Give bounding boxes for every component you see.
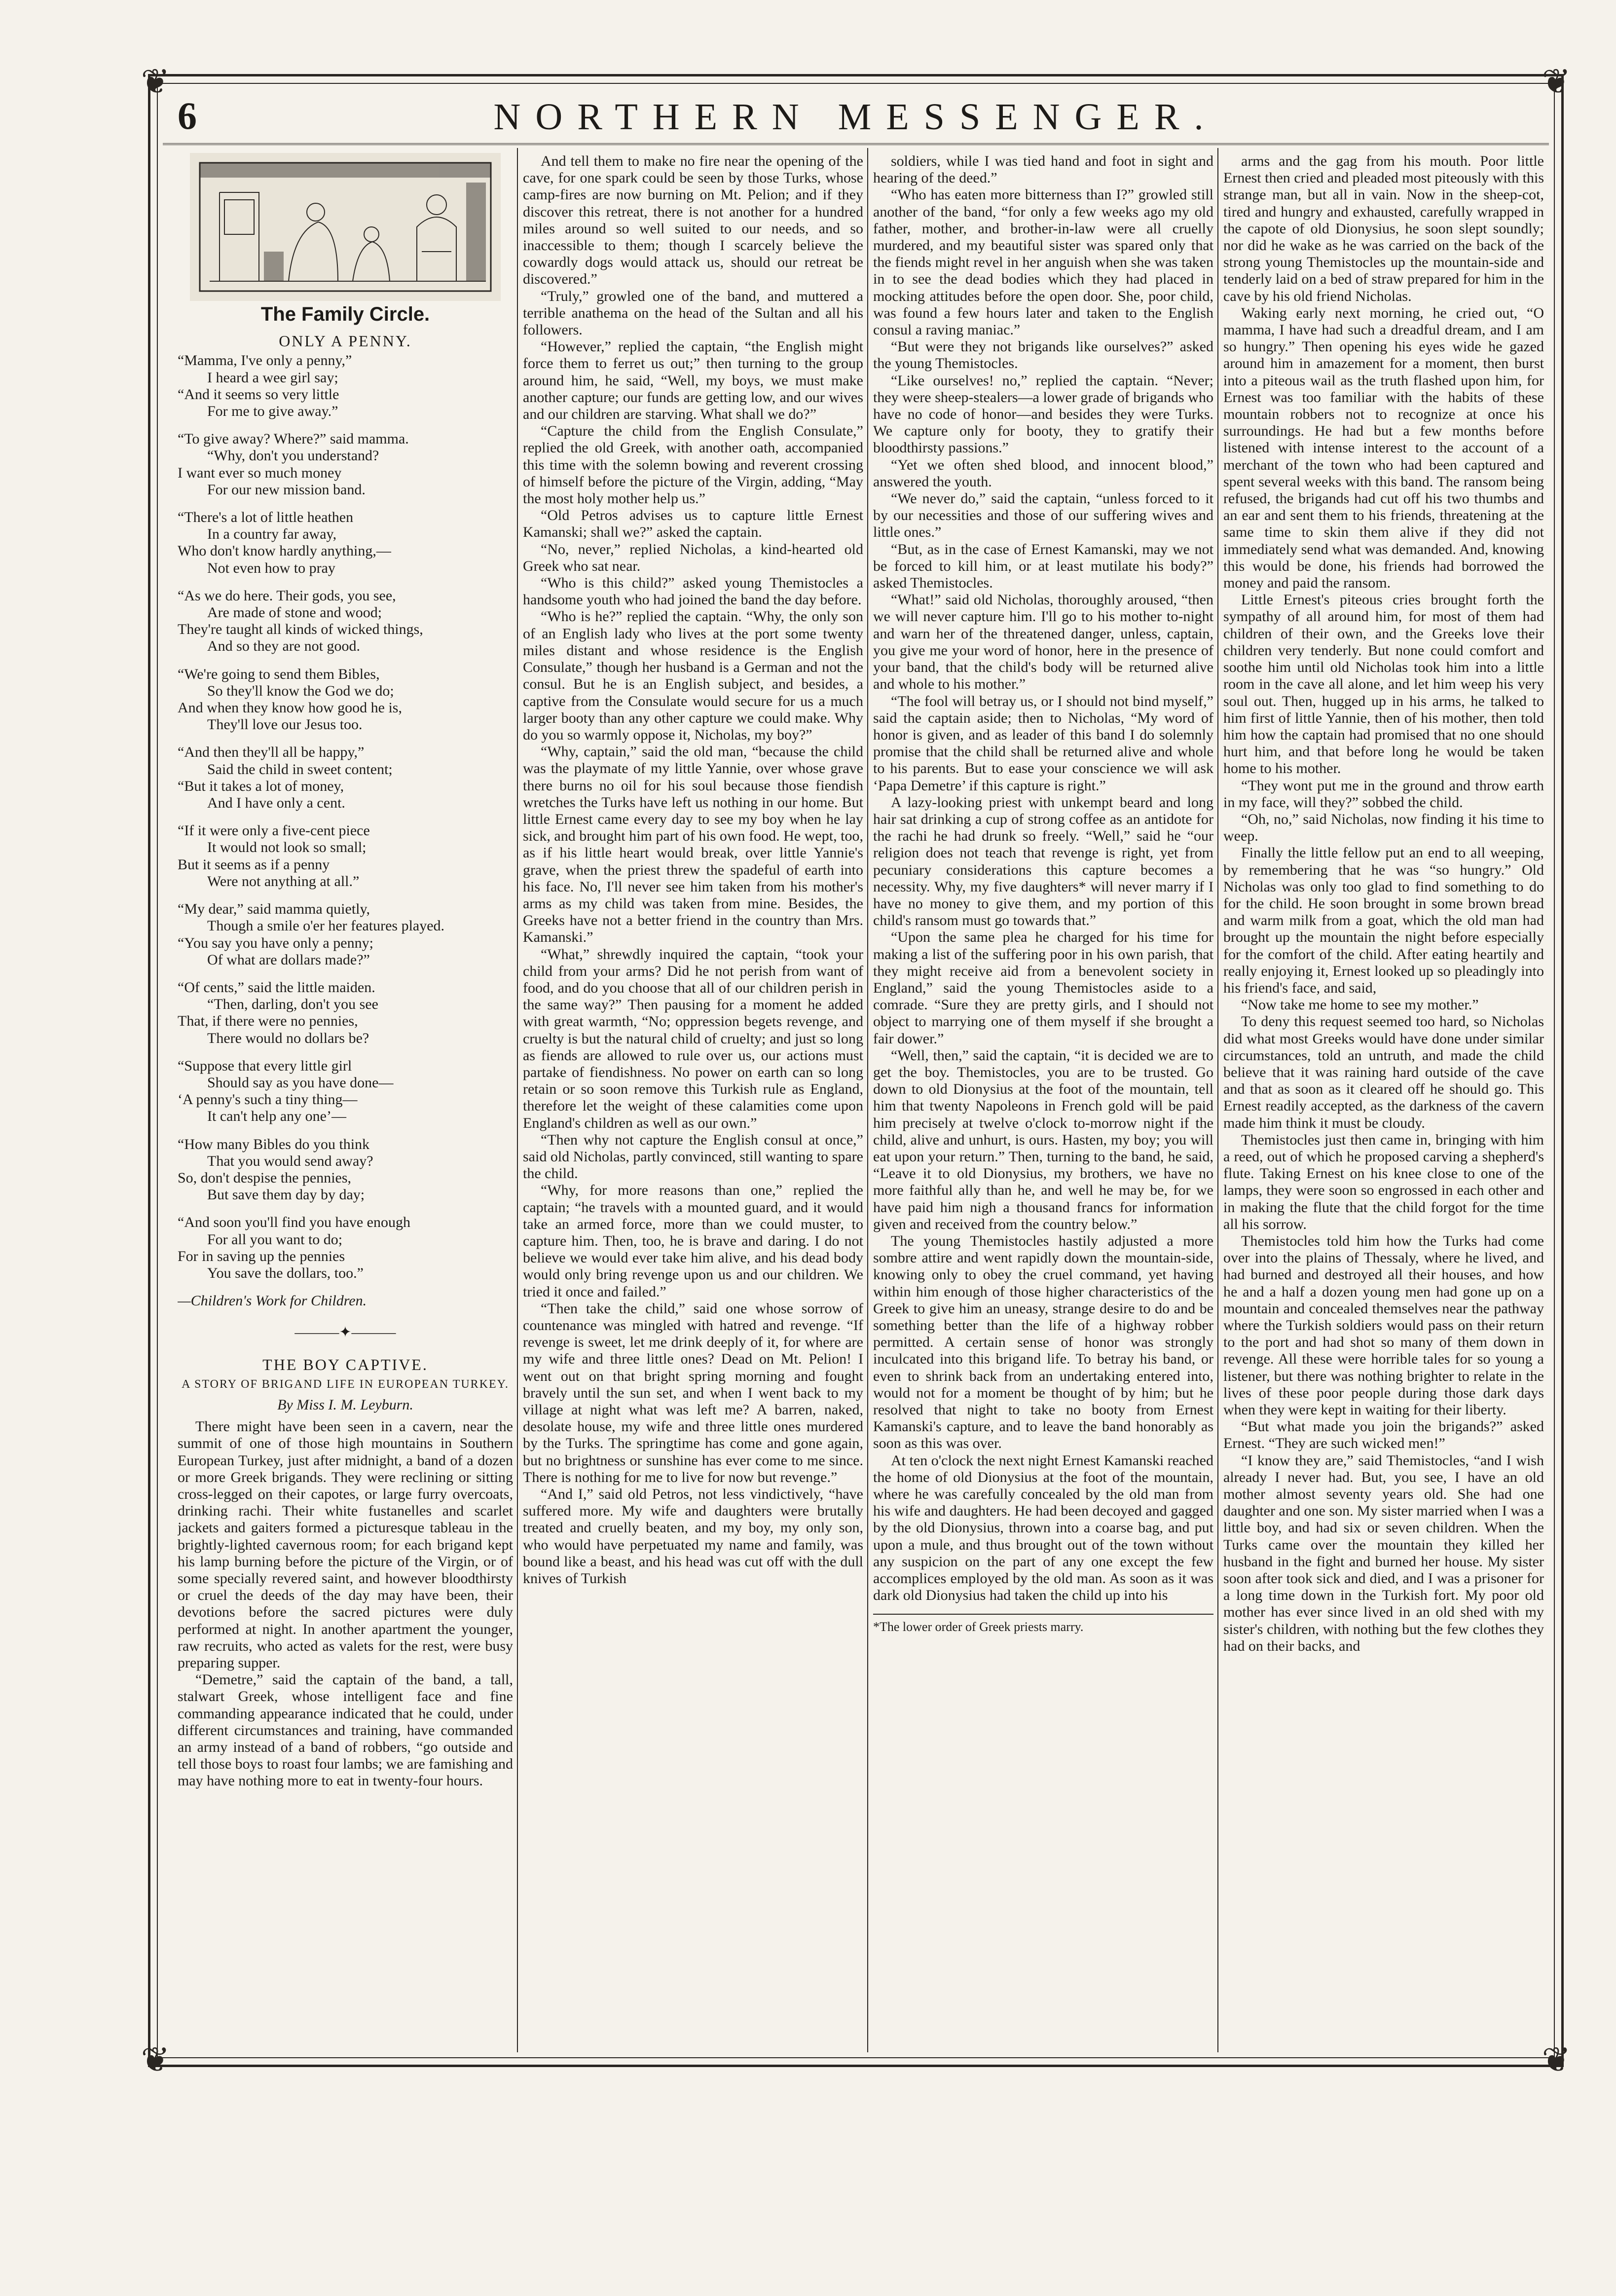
- poem-line: You save the dollars, too.”: [207, 1264, 364, 1281]
- story-text: [178, 1418, 513, 1789]
- story-title: THE BOY CAPTIVE.: [262, 1355, 428, 1373]
- paragraph: “But what made you join the brigands?” asked Ernest. “They are such wicked men!”: [1223, 1418, 1544, 1452]
- newspaper-title: NORTHERN MESSENGER.: [493, 96, 1218, 138]
- paragraph: “However,” replied the captain, “the English might force them to ferret us out;” then turning to the group around him, he said, “Well, my boys, we must make another capture; our funds are getting low, and our wives and our children are starving. What shall we do?”: [523, 338, 863, 423]
- paragraph: A lazy-looking priest with unkempt beard and long hair sat drinking a cup of strong coffee as an antidote for the rachi he had drunk so freely. “Well,” said he “our religion does not teach that revenge is right, yet from pecuniary considerations this capture becomes a necessity. Why, my five daughters* will never marry if I have no money to give them, and my portion of this child's ransom must go towards that.”: [873, 794, 1213, 929]
- poem-line: “And it seems so very little: [178, 386, 339, 403]
- poem-line: For our new mission band.: [207, 481, 366, 498]
- poem-stanza: [178, 1214, 513, 1282]
- paragraph: “Who has eaten more bitterness than I?” growled still another of the band, “for only a few weeks ago my old father, mother, and brother-in-law were all cruelly murdered, and my beautiful sister was spared only that the fiends might revel in her anguish when she was taken in to see the dead bodies which they had placed in mocking attitudes before the open door. She, poor child, was found a few hours later and taken to the English consul a raving maniac.”: [873, 186, 1213, 338]
- paragraph: arms and the gag from his mouth. Poor little Ernest then cried and pleaded most piteously with this strange man, but all in vain. Now in the sheep-cot, tired and hungry and exhausted, carefully wrapped in the capote of old Dionysius, he soon slept soundly; nor did he wake as he was carried on the back of the strong young Themistocles up the mountain-side and tenderly laid on a bed of straw prepared for him in the cave by his old friend Nicholas.: [1223, 153, 1544, 304]
- poem-attribution: —Children's Work for Children.: [178, 1293, 367, 1309]
- poem-stanza: [178, 352, 513, 420]
- poem-line: That, if there were no pennies,: [178, 1013, 358, 1030]
- paragraph: To deny this request seemed too hard, so Nicholas did what most Greeks would have done under similar circumstances, told an untruth, and made the child believe that it was raining hard outside of the cave and that as soon as it cleared off he should go. This Ernest readily accepted, as the darkness of the cavern made him think it must be cloudy.: [1223, 1013, 1544, 1131]
- poem-line: “Mamma, I've only a penny,”: [178, 352, 352, 369]
- section-divider: ———✦———: [294, 1324, 396, 1341]
- poem-stanza: [178, 509, 513, 577]
- column-rule: [517, 148, 518, 2052]
- footnote: *The lower order of Greek priests marry.: [873, 1614, 1213, 1635]
- paragraph: And tell them to make no fire near the opening of the cave, for one spark could be seen by those Turks, whose camp-fires are now burning on Mt. Pelion; and if they discover this retreat, there is not another for a hundred miles around so well suited to our needs, and so inaccessible to them; though I scarcely believe the cowardly dogs would attack us, should our retreat be discovered.”: [523, 153, 863, 288]
- paragraph: Waking early next morning, he cried out, “O mamma, I have had such a dreadful dream, and I am so hungry.” Then opening his eyes wide he gazed around him in amazement for a moment, then burst into a piteous wail as the truth flashed upon him, for Ernest was too familiar with the habits of these mountain robbers not to recognize at once his surroundings. He had but a few months before listened with intense interest to the account of a merchant of the town who had been captured and spent several weeks with this band. The ransom being refused, the brigands had cut off his two thumbs and an ear and sent them to his friends, threatening at the same time to skin them alive if they did not immediately send what was demanded. And, knowing this would be done, his friends had borrowed the money and paid the ransom.: [1223, 304, 1544, 592]
- paragraph: “Like ourselves! no,” replied the captain. “Never; they were sheep-stealers—a lower grade of brigands who have no code of honor—and besides they were Turks. We capture only for booty, they to gratify their bloodthirsty passions.”: [873, 372, 1213, 456]
- poem-line: “Then, darling, don't you see: [207, 996, 378, 1013]
- story-subtitle: A STORY OF BRIGAND LIFE IN EUROPEAN TURKEY.: [182, 1377, 509, 1391]
- column-1: [178, 153, 513, 2059]
- column-3: [873, 153, 1213, 2059]
- poem-line: “As we do here. Their gods, you see,: [178, 587, 396, 604]
- poem-stanza: [178, 744, 513, 812]
- paragraph: soldiers, while I was tied hand and foot in sight and hearing of the deed.”: [873, 153, 1213, 186]
- paragraph: “Who is this child?” asked young Themistocles a handsome youth who had joined the band the day before.: [523, 575, 863, 608]
- poem-line: So they'll know the God we do;: [207, 682, 394, 699]
- column-4: [1223, 153, 1544, 2059]
- poem-line: I want ever so much money: [178, 464, 342, 481]
- paragraph: “Why, for more reasons than one,” replied the captain; “he travels with a mounted guard, and it would take an armed force, more than we could muster, to capture him. Then, too, he is brave and daring. I do not believe we would ever take him alive, and his dead body would only bring revenge upon us and our children. We tried it once and failed.”: [523, 1182, 863, 1300]
- poem-line: “Suppose that every little girl: [178, 1057, 352, 1074]
- poem-line: And so they are not good.: [207, 638, 360, 655]
- poem-stanza: [178, 822, 513, 890]
- poem-line: Not even how to pray: [207, 559, 335, 576]
- poem-line: “To give away? Where?” said mamma.: [178, 431, 409, 447]
- poem-line: “Why, don't you understand?: [207, 447, 379, 464]
- paragraph: The young Themistocles hastily adjusted a more sombre attire and went rapidly down the mountain-side, knowing only to obey the cruel command, yet having within him enough of those higher characteristics of the Greek to give him an uneasy, strange desire to do and be something better than the life of a highway robber permitted. A certain sense of honor was strongly inculcated into this brigand life. To betray his band, or even to shrink back from an undertaking entered into, would not for a moment be thought of by him; but he resolved that night to take no booty from Ernest Kamanski's capture, and to leave the band honorably as soon as this was over.: [873, 1233, 1213, 1452]
- poem-line: So, don't despise the pennies,: [178, 1169, 352, 1186]
- paragraph: “Now take me home to see my mother.”: [1241, 997, 1479, 1013]
- poem-line: “There's a lot of little heathen: [178, 509, 354, 526]
- page-number: 6: [178, 94, 197, 137]
- poem-line: Were not anything at all.”: [207, 873, 360, 889]
- poem-line: “How many Bibles do you think: [178, 1136, 370, 1152]
- paragraph: “Oh, no,” said Nicholas, now finding it his time to weep.: [1223, 811, 1544, 845]
- poem-line: “And soon you'll find you have enough: [178, 1214, 411, 1231]
- story-byline: By Miss I. M. Leyburn.: [277, 1396, 413, 1413]
- column-2: [523, 153, 863, 2059]
- poem-line: “We're going to send them Bibles,: [178, 666, 380, 682]
- poem-line: “Of cents,” said the little maiden.: [178, 979, 375, 996]
- paragraph: Little Ernest's piteous cries brought forth the sympathy of all around him, for most of them had children of their own, and the Greeks love their children very tenderly. But none could comfort and soothe him until old Nicholas took him into a little room in the cave all alone, and let him weep his very soul out. Then, hugged up in his arms, he talked to him first of little Yannie, then of his mother, then told him how the captain had promised that no one should hurt him, and that before long he would be taken home to his mother.: [1223, 592, 1544, 777]
- column-rule: [867, 148, 868, 2052]
- poem-line: That you would send away?: [207, 1152, 373, 1169]
- paragraph: Themistocles told him how the Turks had come over into the plains of Thessaly, where he lived, and had burned and destroyed all their houses, and how he and a half a dozen young men had gone up on a mountain and concealed themselves near the pathway where the Turkish soldiers would pass on their return to the port and had shot so many of them down in revenge. All these were horrible tales for so young a listener, but there was nothing brighter to relate in the lives of these poor people during those dark days when they were kept in waiting for their liberty.: [1223, 1233, 1544, 1418]
- paragraph: “The fool will betray us, or I should not bind myself,” said the captain aside; then to Nicholas, “My word of honor is given, and as leader of this band I do solemnly promise that the child shall be returned alive and whole to his parents. But to ease your conscience we will ask ‘Papa Demetre’ if this capture is right.”: [873, 693, 1213, 794]
- poem-line: Of what are dollars made?”: [207, 951, 370, 968]
- paragraph: “Demetre,” said the captain of the band, a tall, stalwart Greek, whose intelligent face and fine commanding appearance indicated that he could, under different circumstances and training, have commanded an army instead of a band of robbers, “go outside and tell those boys to roast four lambs; we are famishing and may have nothing more to eat in twenty-four hours.: [178, 1671, 513, 1789]
- poem-line: They're taught all kinds of wicked things,: [178, 621, 423, 638]
- paragraph: “But were they not brigands like ourselves?” asked the young Themistocles.: [873, 338, 1213, 372]
- poem-line: They'll love our Jesus too.: [207, 716, 363, 733]
- paragraph: Finally the little fellow put an end to all weeping, by remembering that he was “so hungry.” Old Nicholas was only too glad to find something to do for the child. He soon brought in some brown bread and warm milk from a goat, which the old man had brought up the mountain the night before especially for the comfort of the child. After eating heartily and really enjoying it, Ernest looked up so pleadingly into his friend's face, and said,: [1223, 845, 1544, 996]
- poem-line: “But it takes a lot of money,: [178, 778, 344, 794]
- poem-line: ‘A penny's such a tiny thing—: [178, 1091, 358, 1108]
- poem-line: It would not look so small;: [207, 839, 367, 856]
- paragraph: “We never do,” said the captain, “unless forced to it by our necessities and those of our suffering wives and little ones.”: [873, 490, 1213, 541]
- poem-line: In a country far away,: [207, 526, 337, 543]
- poem-line: There would no dollars be?: [207, 1030, 369, 1046]
- poem-stanza: [178, 1058, 513, 1125]
- poem-line: And I have only a cent.: [207, 795, 345, 812]
- paragraph: There might have been seen in a cavern, near the summit of one of those high mountains in Southern European Turkey, just after midnight, a band of a dozen or more Greek brigands. They were reclining or sitting cross-legged on their capotes, or large furry overcoats, drinking rachi. Their white fustanelles and scarlet jackets and gaiters formed a picturesque tableau in the brightly-lighted cavernous room; for each brigand kept his lamp burning before the picture of the Virgin, or of some specially revered saint, and however bloodthirsty or cruel the deeds of the day may have been, their devotions before the sacred pictures were duly performed at night. In another apartment the younger, raw recruits, who acted as valets for the rest, were busy preparing supper.: [178, 1418, 513, 1671]
- paragraph: “Why, captain,” said the old man, “because the child was the playmate of my little Yannie, over whose grave there burns no oil for his soul because those fiendish wretches the Turks have left us nothing in our home. But little Ernest came every day to see my boy when he lay sick, and brought him part of his own food. He wept, too, as if his little heart would break, over little Yannie's grave, when the priest threw the spadeful of earth into his face. No, I'll never see him taken from his mother's arms as my child was taken from mine. Besides, the Greeks have not a better friend in the country than Mrs. Kamanski.”: [523, 743, 863, 946]
- column-rule: [1217, 148, 1218, 2052]
- paragraph: “Then why not capture the English consul at once,” said old Nicholas, partly convinced, still wanting to spare the child.: [523, 1131, 863, 1182]
- poem-line: Should say as you have done—: [207, 1074, 394, 1091]
- family-reading-engraving: [190, 153, 501, 301]
- paragraph: “Yet we often shed blood, and innocent blood,” answered the youth.: [873, 456, 1213, 490]
- masthead: [163, 89, 1549, 145]
- poem-line: “My dear,” said mamma quietly,: [178, 901, 370, 918]
- paragraph: “Old Petros advises us to capture little Ernest Kamanski; shall we?” asked the captain.: [523, 507, 863, 541]
- poem-line: But save them day by day;: [207, 1186, 365, 1203]
- paragraph: “Then take the child,” said one whose sorrow of countenance was mingled with hatred and revenge. “If revenge is sweet, let me drink deeply of it, for where are my wife and three little ones? Dead on Mt. Pelion! I went out on that bright spring morning and fought bravely until the sun set, and when I went back to my village at night what was left me? A barren, naked, desolate house, my wife and three little ones murdered by the Turks. The springtime has come and gone again, but no brightness or sunshine has ever come to me since. There is nothing for me to live for now but revenge.”: [523, 1300, 863, 1485]
- poem-stanza: [178, 901, 513, 968]
- corner-ornament-bottom-right: ❦: [1542, 2039, 1571, 2080]
- paragraph: “What,” shrewdly inquired the captain, “took your child from your arms? Did he not perish from want of food, and do you choose that all of our children perish in the same way?” Then pausing for a moment he added with great warmth, “No; oppression begets revenge, and cruelty is but the natural child of cruelty; and just so long as fiends are allowed to rule over us, our actions must partake of fiendishness. No power on earth can so long retain or so soon remove this Turkish rule as England, therefore let the weight of these calamities come upon England's children as well as our own.”: [523, 946, 863, 1131]
- poem-stanza: [178, 431, 513, 498]
- paragraph: “No, never,” replied Nicholas, a kind-hearted old Greek who sat near.: [523, 541, 863, 574]
- poem-stanza: [178, 666, 513, 734]
- poem-line: For all you want to do;: [207, 1231, 343, 1248]
- poem-line: I heard a wee girl say;: [207, 369, 338, 386]
- paragraph: “Well, then,” said the captain, “it is decided we are to get the boy. Themistocles, you are to be trusted. Go down to old Dionysius at the foot of the mountain, tell him that twenty Napoleons in French gold will be paid him precisely at twelve o'clock to-morrow night if the child, alive and unhurt, is ours. Hasten, my boy; you will eat upon your return.” Then, turning to the band, he said, “Leave it to old Dionysius, my brothers, we have no more faithful ally than he, and well he may be, for we have paid him nigh a thousand francs for information given and received from the country below.”: [873, 1047, 1213, 1232]
- paragraph: “Upon the same plea he charged for his time for making a list of the suffering poor in his own parish, that they might receive aid from a benevolent society in England,” said the young Themistocles aside to a comrade. “Sure they are pretty girls, and I should not object to marrying one of them myself if she brought a fair dower.”: [873, 929, 1213, 1047]
- paragraph: “But, as in the case of Ernest Kamanski, may we not be forced to kill him, or at least mutilate his body?” asked Themistocles.: [873, 541, 1213, 592]
- paragraph: “What!” said old Nicholas, thoroughly aroused, “then we will never capture him. I'll go to his mother to-night and warn her of the threatened danger, unless, captain, you give me your word of honor, here in the presence of your band, that the child's body will be returned alive and whole to his mother.”: [873, 592, 1213, 693]
- corner-ornament-top-right: ❦: [1542, 61, 1571, 102]
- poem-line: “If it were only a five-cent piece: [178, 822, 370, 839]
- poem-line: It can't help any one’—: [207, 1108, 346, 1125]
- poem: [178, 352, 513, 1282]
- paragraph: “And I,” said old Petros, not less vindictively, “have suffered more. My wife and daughters were brutally treated and cruelly beaten, and my boy, my only son, who would have perpetuated my name and family, was bound like a beast, and his head was cut off with the dull knives of Turkish: [523, 1486, 863, 1587]
- poem-line: Said the child in sweet content;: [207, 761, 393, 778]
- section-title: The Family Circle.: [260, 303, 430, 325]
- poem-stanza: [178, 1136, 513, 1204]
- column-3-text: [873, 153, 1213, 1604]
- corner-ornament-bottom-left: ❦: [141, 2039, 170, 2080]
- paragraph: Themistocles just then came in, bringing with him a reed, out of which he proposed carving a shepherd's flute. Taking Ernest on his knee close to one of the lamps, they were soon so engrossed in each other and in making the flute that the child forgot for the time all his sorrow.: [1223, 1131, 1544, 1232]
- poem-line: “You say you have only a penny;: [178, 934, 373, 951]
- poem-line: “And then they'll all be happy,”: [178, 744, 365, 761]
- poem-title: ONLY A PENNY.: [279, 332, 412, 350]
- poem-line: Though a smile o'er her features played.: [207, 918, 445, 934]
- poem-line: For me to give away.”: [207, 403, 338, 420]
- paragraph: “They wont put me in the ground and throw earth in my face, will they?” sobbed the child.: [1223, 777, 1544, 811]
- paragraph: “Truly,” growled one of the band, and muttered a terrible anathema on the head of the Sultan and all his followers.: [523, 288, 863, 338]
- corner-ornament-top-left: ❦: [141, 61, 170, 102]
- poem-line: Are made of stone and wood;: [207, 604, 382, 621]
- poem-stanza: [178, 588, 513, 655]
- paragraph: “I know they are,” said Themistocles, “and I wish already I never had. But, you see, I have an old mother almost seventy years old. She had one daughter and one son. My sister married when I was a little boy, and had six or seven children. When the Turks came over the mountain they killed her husband in the fight and burned her house. My sister soon after took sick and died, and I was a prisoner for a long time down in the Turkish fort. My poor old mother has ever since lived in an old shed with my sister's children, with nothing but the few clothes they had on their backs, and: [1223, 1452, 1544, 1654]
- poem-line: But it seems as if a penny: [178, 856, 330, 873]
- poem-stanza: [178, 979, 513, 1047]
- poem-line: Who don't know hardly anything,—: [178, 543, 391, 559]
- paragraph: “Who is he?” replied the captain. “Why, the only son of an English lady who lives at the port some twenty miles distant and whose residence is the English Consulate,” though her husband is a German and not the consul. But he is an English subject, and besides, a captive from the Consulate would secure for us a much larger booty than any other capture we could make. Why do you so warmly oppose it, Nicholas, my boy?”: [523, 608, 863, 743]
- paragraph: At ten o'clock the next night Ernest Kamanski reached the home of old Dionysius at the foot of the mountain, where he was carefully concealed by the old man from his wife and daughters. He had been decoyed and gagged by the old Dionysius, thrown into a coarse bag, and put upon a mule, and thus brought out of the town without any suspicion on the part of any one except the few accomplices employed by the old man. As soon as it was dark old Dionysius had taken the child up into his: [873, 1452, 1213, 1604]
- poem-line: For in saving up the pennies: [178, 1248, 345, 1264]
- poem-line: And when they know how good he is,: [178, 700, 402, 716]
- paragraph: “Capture the child from the English Consulate,” replied the old Greek, with another oath, accompanied this time with the solemn bowing and reverent crossing of himself before the picture of the Virgin, adding, “May the most holy mother help us.”: [523, 423, 863, 507]
